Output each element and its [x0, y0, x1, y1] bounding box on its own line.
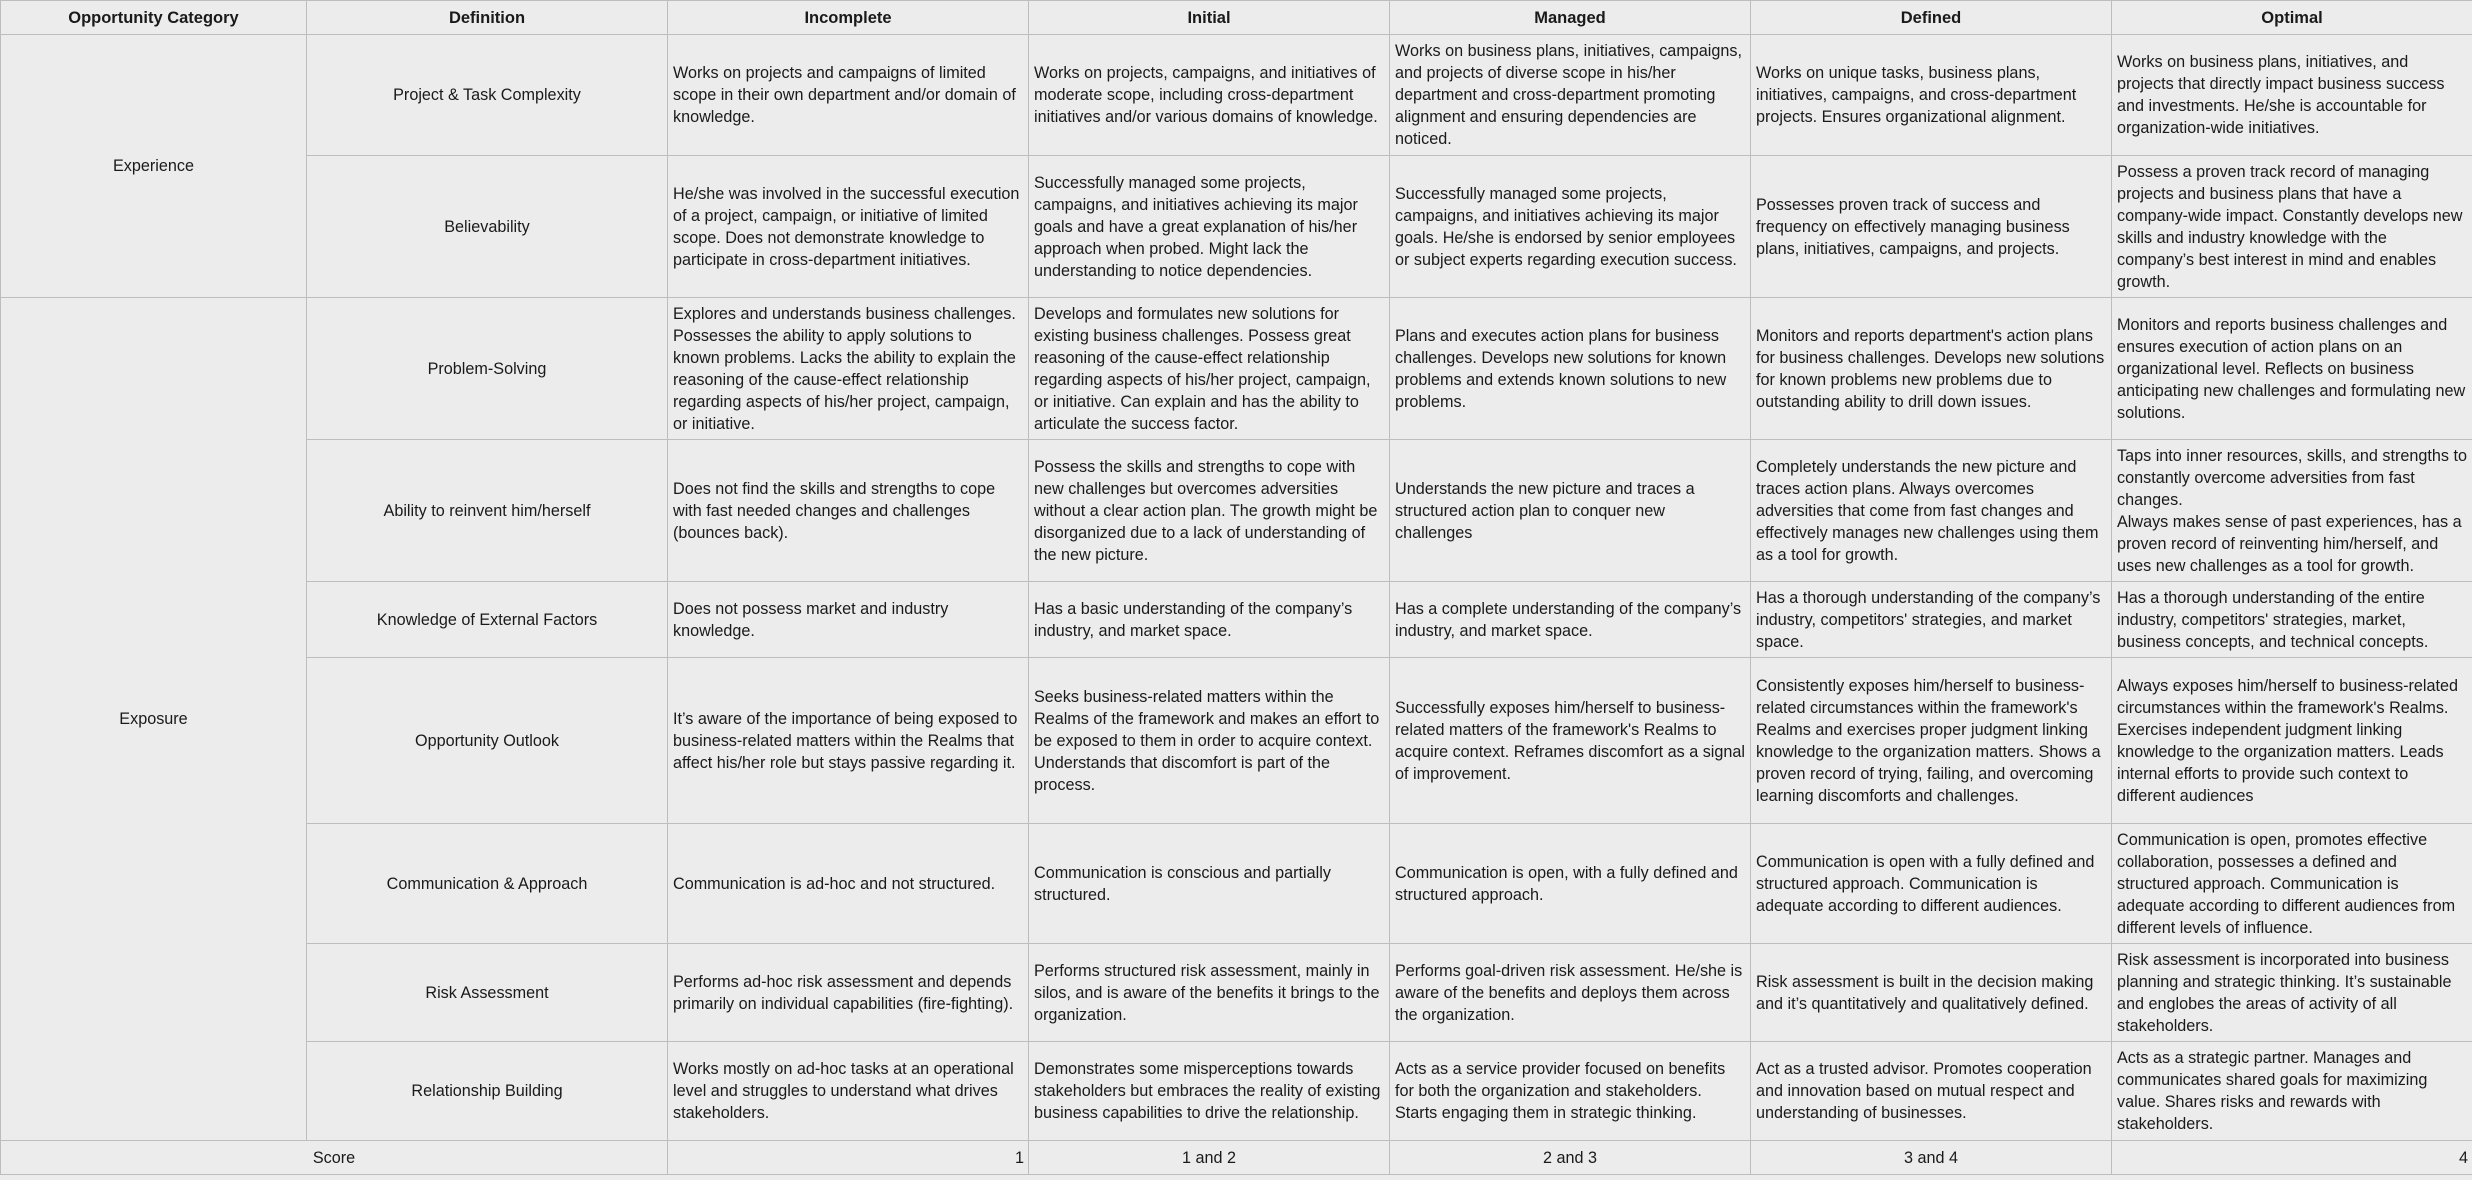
incomplete-cell: Performs ad-hoc risk assessment and depends primarily on individual capabilities (fire-fighting).	[668, 944, 1029, 1042]
header-row	[1, 1, 2472, 35]
table-row	[1, 582, 2472, 658]
score-row	[1, 1141, 2472, 1175]
incomplete-cell: Does not possess market and industry knowledge.	[668, 582, 1029, 658]
score-defined: 3 and 4	[1751, 1141, 2112, 1175]
defined-cell: Monitors and reports department's action plans for business challenges. Develops new solutions for known problems new problems due to outstanding ability to drill down issues.	[1751, 298, 2112, 440]
managed-cell: Understands the new picture and traces a structured action plan to conquer new challenges	[1390, 440, 1751, 582]
optimal-cell: Works on business plans, initiatives, and projects that directly impact business success and investments. He/she is accountable for organization-wide initiatives.	[2112, 35, 2472, 156]
managed-cell: Acts as a service provider focused on benefits for both the organization and stakeholders. Starts engaging them in strategic thinking.	[1390, 1042, 1751, 1141]
header-initial: Initial	[1029, 1, 1390, 35]
header-opportunity-category: Opportunity Category	[1, 1, 307, 35]
definition-cell: Knowledge of External Factors	[307, 582, 668, 658]
managed-cell: Has a complete understanding of the company’s industry, and market space.	[1390, 582, 1751, 658]
defined-cell: Has a thorough understanding of the company’s industry, competitors' strategies, and market space.	[1751, 582, 2112, 658]
definition-cell: Opportunity Outlook	[307, 658, 668, 824]
incomplete-cell: Works on projects and campaigns of limited scope in their own department and/or domain of knowledge.	[668, 35, 1029, 156]
optimal-cell	[2112, 440, 2472, 582]
defined-cell: Communication is open with a fully defined and structured approach. Communication is adequate according to different audiences.	[1751, 824, 2112, 944]
definition-cell: Problem-Solving	[307, 298, 668, 440]
defined-cell: Completely understands the new picture and traces action plans. Always overcomes adversities that come from fast changes and effectively manages new challenges using them as a tool for growth.	[1751, 440, 2112, 582]
definition-cell: Risk Assessment	[307, 944, 668, 1042]
incomplete-cell: Works mostly on ad-hoc tasks at an operational level and struggles to understand what drives stakeholders.	[668, 1042, 1029, 1141]
managed-cell: Communication is open, with a fully defined and structured approach.	[1390, 824, 1751, 944]
managed-cell: Successfully exposes him/herself to business-related matters of the framework's Realms to acquire context. Reframes discomfort as a signal of improvement.	[1390, 658, 1751, 824]
managed-cell: Plans and executes action plans for business challenges. Develops new solutions for known problems and extends known solutions to new problems.	[1390, 298, 1751, 440]
score-incomplete: 1	[668, 1141, 1029, 1175]
initial-cell: Demonstrates some misperceptions towards stakeholders but embraces the reality of existing business capabilities to drive the relationship.	[1029, 1042, 1390, 1141]
incomplete-cell: Communication is ad-hoc and not structured.	[668, 824, 1029, 944]
initial-cell: Performs structured risk assessment, mainly in silos, and is aware of the benefits it brings to the organization.	[1029, 944, 1390, 1042]
header-incomplete: Incomplete	[668, 1, 1029, 35]
table-row	[1, 944, 2472, 1042]
header-managed: Managed	[1390, 1, 1751, 35]
optimal-cell: Risk assessment is incorporated into business planning and strategic thinking. It’s sustainable and englobes the areas of activity of all stakeholders.	[2112, 944, 2472, 1042]
table-row	[1, 156, 2472, 298]
header-definition: Definition	[307, 1, 668, 35]
table-row	[1, 35, 2472, 156]
defined-cell: Works on unique tasks, business plans, initiatives, campaigns, and cross-department projects. Ensures organizational alignment.	[1751, 35, 2112, 156]
managed-cell: Successfully managed some projects, campaigns, and initiatives achieving its major goals. He/she is endorsed by senior employees or subject experts regarding execution success.	[1390, 156, 1751, 298]
initial-cell: Seeks business-related matters within the Realms of the framework and makes an effort to be exposed to them in order to acquire context. Understands that discomfort is part of the process.	[1029, 658, 1390, 824]
score-label: Score	[1, 1141, 668, 1175]
header-optimal: Optimal	[2112, 1, 2472, 35]
definition-cell: Relationship Building	[307, 1042, 668, 1141]
table-row	[1, 440, 2472, 582]
table-row	[1, 824, 2472, 944]
category-exposure: Exposure	[1, 298, 307, 1141]
initial-cell: Successfully managed some projects, campaigns, and initiatives achieving its major goals and have a great explanation of his/her approach when probed. Might lack the understanding to notice dependencies.	[1029, 156, 1390, 298]
initial-cell: Works on projects, campaigns, and initiatives of moderate scope, including cross-department initiatives and/or various domains of knowledge.	[1029, 35, 1390, 156]
managed-cell: Works on business plans, initiatives, campaigns, and projects of diverse scope in his/her department and cross-department promoting alignment and ensuring dependencies are noticed.	[1390, 35, 1751, 156]
defined-cell: Risk assessment is built in the decision making and it’s quantitatively and qualitatively defined.	[1751, 944, 2112, 1042]
header-defined: Defined	[1751, 1, 2112, 35]
defined-cell: Consistently exposes him/herself to business-related circumstances within the framework's Realms and exercises proper judgment linking knowledge to the organization matters. Shows a proven record of trying, failing, and overcoming learning discomforts and challenges.	[1751, 658, 2112, 824]
score-managed: 2 and 3	[1390, 1141, 1751, 1175]
incomplete-cell: Does not find the skills and strengths to cope with fast needed changes and challenges (bounces back).	[668, 440, 1029, 582]
defined-cell: Act as a trusted advisor. Promotes cooperation and innovation based on mutual respect and understanding of businesses.	[1751, 1042, 2112, 1141]
incomplete-cell: Explores and understands business challenges. Possesses the ability to apply solutions to known problems. Lacks the ability to explain the reasoning of the cause-effect relationship regarding aspects of his/her project, campaign, or initiative.	[668, 298, 1029, 440]
optimal-cell: Has a thorough understanding of the entire industry, competitors' strategies, market, business concepts, and technical concepts.	[2112, 582, 2472, 658]
optimal-cell-line: Always makes sense of past experiences, has a proven record of reinventing him/herself, and uses new challenges as a tool for growth.	[2117, 512, 2462, 575]
optimal-cell: Monitors and reports business challenges and ensures execution of action plans on an organizational level. Reflects on business anticipating new challenges and formulating new solutions.	[2112, 298, 2472, 440]
initial-cell: Has a basic understanding of the company’s industry, and market space.	[1029, 582, 1390, 658]
initial-cell: Possess the skills and strengths to cope with new challenges but overcomes adversities without a clear action plan. The growth might be disorganized due to a lack of understanding of the new picture.	[1029, 440, 1390, 582]
optimal-cell: Communication is open, promotes effective collaboration, possesses a defined and structured approach. Communication is adequate according to different audiences from different levels of influence.	[2112, 824, 2472, 944]
definition-cell: Project & Task Complexity	[307, 35, 668, 156]
optimal-cell: Possess a proven track record of managing projects and business plans that have a company-wide impact. Constantly develops new skills and industry knowledge with the company’s best interest in mind and enables growth.	[2112, 156, 2472, 298]
definition-cell: Ability to reinvent him/herself	[307, 440, 668, 582]
optimal-cell: Acts as a strategic partner. Manages and communicates shared goals for maximizing value. Shares risks and rewards with stakeholders.	[2112, 1042, 2472, 1141]
initial-cell: Develops and formulates new solutions for existing business challenges. Possess great reasoning of the cause-effect relationship regarding aspects of his/her project, campaign, or initiative. Can explain and has the ability to articulate the success factor.	[1029, 298, 1390, 440]
category-experience: Experience	[1, 35, 307, 298]
definition-cell: Believability	[307, 156, 668, 298]
score-initial: 1 and 2	[1029, 1141, 1390, 1175]
optimal-cell: Always exposes him/herself to business-related circumstances within the framework's Realms. Exercises independent judgment linking knowledge to the organization matters. Leads internal efforts to provide such context to different audiences	[2112, 658, 2472, 824]
optimal-cell-line: Taps into inner resources, skills, and strengths to constantly overcome adversities from fast changes.	[2117, 446, 2467, 509]
table-row	[1, 658, 2472, 824]
defined-cell: Possesses proven track of success and frequency on effectively managing business plans, initiatives, campaigns, and projects.	[1751, 156, 2112, 298]
score-optimal: 4	[2112, 1141, 2472, 1175]
table-row	[1, 298, 2472, 440]
initial-cell: Communication is conscious and partially structured.	[1029, 824, 1390, 944]
definition-cell: Communication & Approach	[307, 824, 668, 944]
table-row	[1, 1042, 2472, 1141]
incomplete-cell: He/she was involved in the successful execution of a project, campaign, or initiative of limited scope. Does not demonstrate knowledge to participate in cross-department initiatives.	[668, 156, 1029, 298]
managed-cell: Performs goal-driven risk assessment. He/she is aware of the benefits and deploys them across the organization.	[1390, 944, 1751, 1042]
incomplete-cell: It’s aware of the importance of being exposed to business-related matters within the Realms that affect his/her role but stays passive regarding it.	[668, 658, 1029, 824]
